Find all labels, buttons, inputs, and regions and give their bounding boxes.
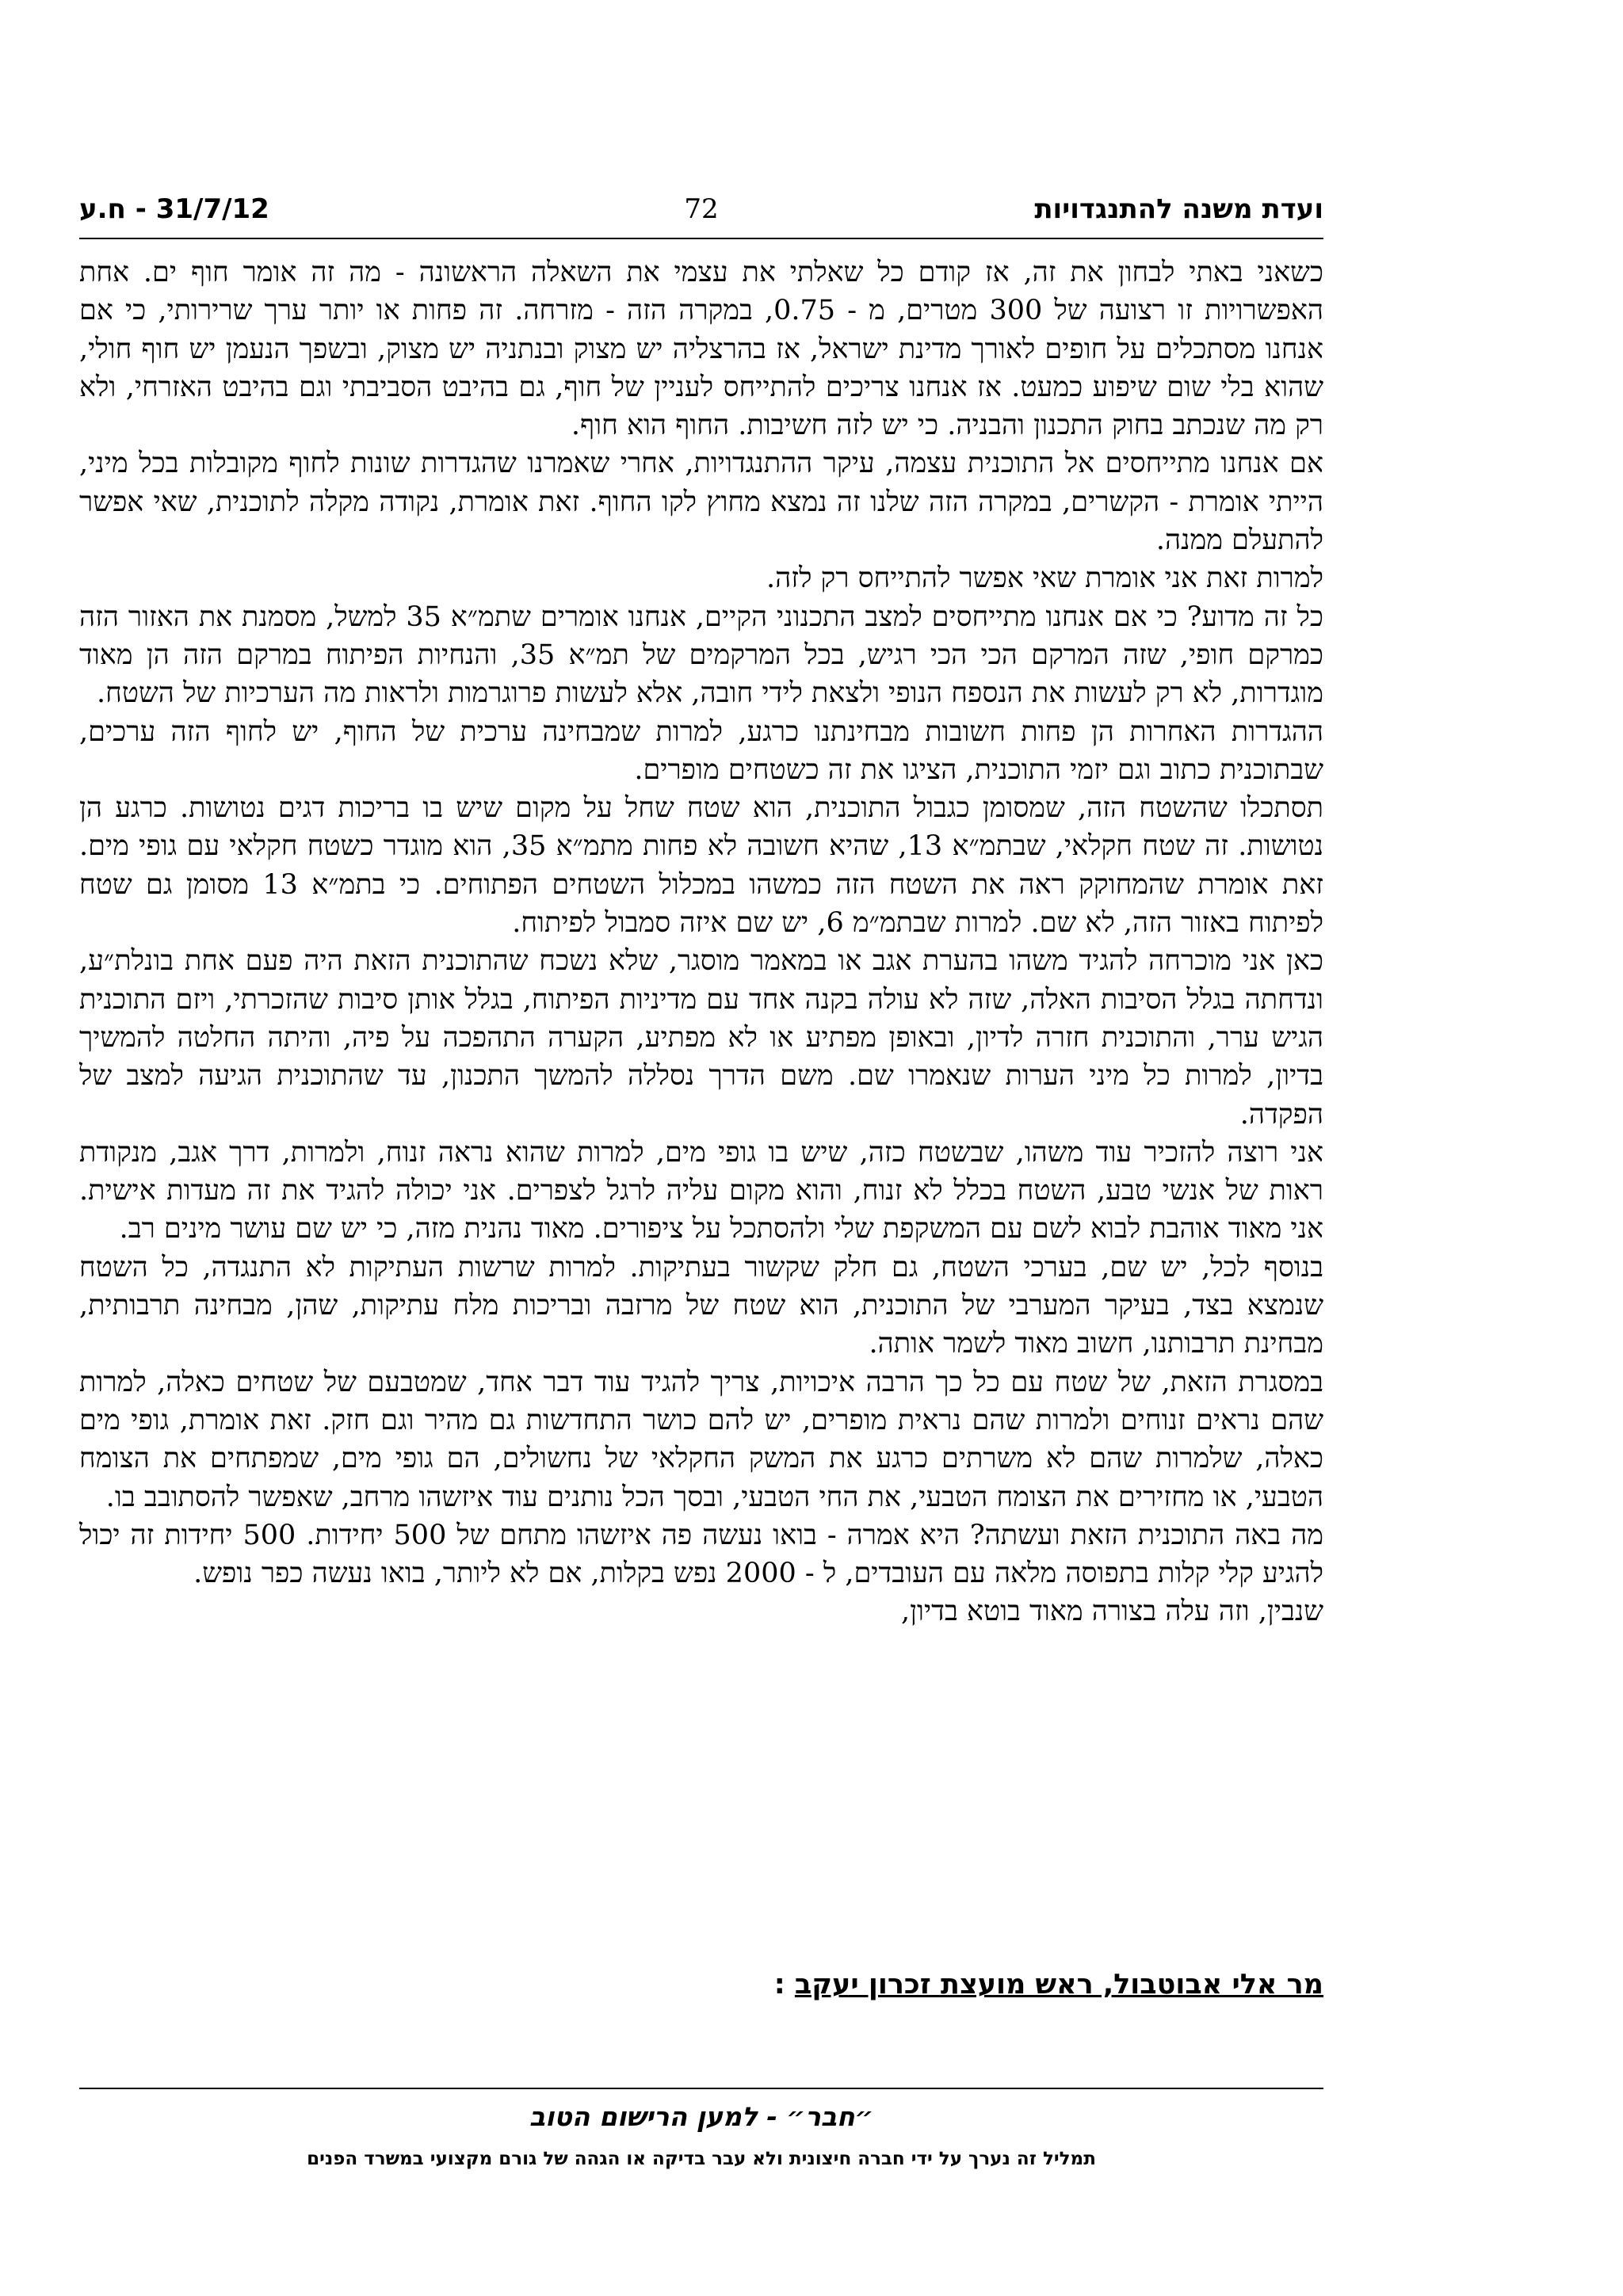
paragraph: כשאני באתי לבחון את זה, אז קודם כל שאלתי את עצמי את השאלה הראשונה - מה זה אומר חוף ים. אחת האפשרויות זו רצועה של 300 מטרים, מ - 0.75, במקרה הזה - מזרחה. זה פחות או יותר ערך שרירותי, כי אם אנחנו מסתכלים על חופים לאורך מדינת ישראל, אז בהרצליה יש מצוק ובנתניה יש מצוק, ובשפך הנעמן יש חוף חולי, שהוא בלי שום שיפוע כמעט. אז אנחנו צריכים להתייחס לעניין של חוף, גם בהיבט הסביבתי וגם בהיבט האזרחי, ולא רק מה שנכתב בחוק התכנון והבניה. כי יש לזה חשיבות. החוף הוא חוף. [79,257,1323,442]
paragraph: בנוסף לכל, יש שם, בערכי השטח, גם חלק שקשור בעתיקות. למרות שרשות העתיקות לא התנגדה, כל השטח שנמצא בצד, בעיקר המערבי של התוכנית, הוא שטח של מרזבה ובריכות מלח עתיקות, שהן, מבחינה תרבותית, מבחינת תרבותנו, חשוב מאוד לשמר אותה. [79,1251,1323,1360]
footer-disclaimer: תמליל זה נערך על ידי חברה חיצונית ולא עבר בדיקה או הגהה של גורם מקצועי במשרד הפנים [307,2149,1096,2169]
paragraph: כאן אני מוכרחה להגיד משהו בהערת אגב או במאמר מוסגר, שלא נשכח שהתוכנית הזאת היה פעם אחת בונלת״ע, ונדחתה בגלל הסיבות האלה, שזה לא עולה בקנה אחד עם מדיניות הפיתוח, בגלל אותן סיבות שהזכרתי, ויזם התוכנית הגיש ערר, והתוכנית חזרה לדיון, ובאופן מפתיע או לא מפתיע, הקערה התהפכה על פיה, והיתה החלטה להמשיך בדיון, למרות כל מיני הערות שנאמרו שם. משם הדרך נסללה להמשך התכנון, עד שהתוכנית הגיעה למצב של הפקדה. [79,945,1323,1131]
paragraph: מה באה התוכנית הזאת ועשתה? היא אמרה - בואו נעשה פה איזשהו מתחם של 500 יחידות. 500 יחידות זה יכול להגיע קלי קלות בתפוסה מלאה עם העובדים, ל - 2000 נפש בקלות, אם לא ליותר, בואו נעשה כפר נופש. [79,1519,1323,1590]
paragraph: כל זה מדוע? כי אם אנחנו מתייחסים למצב התכנוני הקיים, אנחנו אומרים שתמ״א 35 למשל, מסמנת את האזור הזה כמרקם חופי, שזה המרקם הכי הכי רגיש, בכל המרקמים של תמ״א 35, והנחיות הפיתוח במרקם הזה הן מאוד מוגדרות, לא רק לעשות את הנספח הנופי ולצאת לידי חובה, אלא לעשות פרוגרמות ולראות מה הערכיות של השטח. [79,601,1323,710]
paragraph: תסתכלו שהשטח הזה, שמסומן כגבול התוכנית, הוא שטח שחל על מקום שיש בו בריכות דגים נטושות. כרגע הן נטושות. זה שטח חקלאי, שבתמ״א 13, שהיא חשובה לא פחות מתמ״א 35, הוא מוגדר כשטח חקלאי עם גופי מים. זאת אומרת שהמחוקק ראה את השטח הזה כמשהו במכלול השטחים הפתוחים. כי בתמ״א 13 מסומן גם שטח לפיתוח באזור הזה, לא שם. למרות שבתמ״מ 6, יש שם איזה סמבול לפיתוח. [79,792,1323,940]
committee-title: ועדת משנה להתנגדויות [1034,193,1323,225]
paragraph: במסגרת הזאת, של שטח עם כל כך הרבה איכויות, צריך להגיד עוד דבר אחד, שמטבעם של שטחים כאלה, למרות שהם נראים זנוחים ולמרות שהם נראית מופרים, יש להם כושר התחדשות גם מהיר וגם חזק. זאת אומרת, גופי מים כאלה, שלמרות שהם לא משרתים כרגע את המשק החקלאי של נחשולים, הם גופי מים, שמפתחים את הצומח הטבעי, או מחזירים את הצומח הטבעי, את החי הטבעי, ובסך הכל נותנים עוד איזשהו מרחב, שאפשר להסתובב בו. [79,1366,1323,1513]
footer-divider [79,2088,1323,2089]
speaker-heading [79,1969,1323,2000]
date-reference: 31/7/12 - ח.ע [79,193,269,225]
page-number: 72 [684,193,719,225]
page-header [79,190,1323,239]
paragraph: אני רוצה להזכיר עוד משהו, שבשטח כזה, שיש בו גופי מים, למרות שהוא נראה זנוח, ולמרות, דרך אגב, מנקודת ראות של אנשי טבע, השטח בכלל לא זנוח, והוא מקום עליה לרגל לצפרים. אני יכולה להגיד את זה מעדות אישית. אני מאוד אוהבת לבוא לשם עם המשקפת שלי ולהסתכל על ציפורים. מאוד נהנית מזה, כי יש שם עושר מינים רב. [79,1136,1323,1245]
paragraph: אם אנחנו מתייחסים אל התוכנית עצמה, עיקר ההתנגדויות, אחרי שאמרנו שהגדרות שונות לחוף מקובלות בכל מיני, הייתי אומרת - הקשרים, במקרה הזה שלנו זה נמצא מחוץ לקו החוף. זאת אומרת, נקודה מקלה לתוכנית, שאי אפשר להתעלם ממנה. [79,448,1323,557]
footer-title: ״חבר״ - למען הרישום הטוב [529,2101,874,2132]
transcript-body [79,254,1323,1631]
paragraph: שנבין, וזה עלה בצורה מאוד בוטא בדיון, [900,1596,1323,1628]
paragraph: ההגדרות האחרות הן פחות חשובות מבחינתנו כרגע, למרות שמבחינה ערכית של החוף, יש לחוף הזה ערכים, שבתוכנית כתוב וגם יזמי התוכנית, הציגו את זה כשטחים מופרים. [79,715,1323,786]
speaker-name: מר אלי אבוטבול, ראש מועצת זכרון יעקב [794,1969,1323,2000]
speaker-colon: : [773,1969,785,2000]
paragraph: למרות זאת אני אומרת שאי אפשר להתייחס רק לזה. [766,563,1323,595]
